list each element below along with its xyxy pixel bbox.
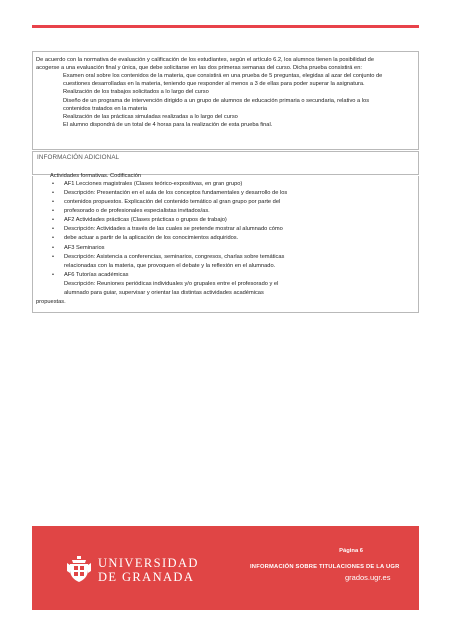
bullet: • [52,199,54,205]
af2-title: AF2 Actividades prácticas (Clases prácticas o grupos de trabajo) [64,217,227,223]
af3-desc-2: relacionadas con la materia, que provoquen el debate y la reflexión en el alumnado. [64,263,276,269]
af2-desc-1: Descripción: Actividades a través de las cuales se pretende mostrar al alumnado cómo [64,226,283,232]
top-rule [32,25,419,28]
af6-desc-2: alumnado para guiar, supervisar y orientar las distintas actividades académicas [64,290,264,296]
eval-line-9: El alumno dispondrá de un total de 4 horas para la realización de esta prueba final. [63,122,273,128]
eval-line-7: contenidos tratados en la materia [63,106,148,112]
university-name-line2: DE GRANADA [98,570,195,584]
bullet: • [52,208,54,214]
page-number: Página 6 [339,548,363,554]
university-crest-icon [66,555,92,583]
af1-title: AF1 Lecciones magistrales (Clases teórico-expositivas, en gran grupo) [64,181,243,187]
info-title: INFORMACIÓN SOBRE TITULACIONES DE LA UGR [250,564,400,570]
bullet: • [52,245,54,251]
eval-line-2: acogerse a una evaluación final y única, que debe solicitarse en las dos primeras semanas del curso. Dicha prueba consistirá en: [36,65,362,71]
af1-desc-3: profesorado o de profesionales especialistas invitados/as. [64,208,210,214]
af6-title: AF6 Tutorías académicas [64,272,129,278]
bullet: • [52,254,54,260]
footer-banner [32,526,419,610]
additional-info-heading: INFORMACIÓN ADICIONAL [37,154,120,161]
bullet: • [52,181,54,187]
af3-title: AF3 Seminarios [64,245,105,251]
eval-line-1: De acuerdo con la normativa de evaluación y calificación de los estudiantes, según el artículo 6.2, los alumnos tienen la posibilidad de [36,57,374,63]
af3-desc-1: Descripción: Asistencia a conferencias, seminarios, congresos, charlas sobre temáticas [64,254,285,260]
eval-line-4: cuestiones desarrolladas en la materia, teniendo que responder al menos a 3 de ellas para poder superar la asignatura. [63,81,365,87]
af1-desc-2: contenidos propuestos. Explicación del contenido temático al gran grupo por parte del [64,199,281,205]
af6-desc-3: propuestas. [36,299,66,305]
af6-desc-1: Descripción: Reuniones periódicas individuales y/o grupales entre el profesorado y el [64,281,279,287]
af1-desc-1: Descripción: Presentación en el aula de los conceptos fundamentales y desarrollo de los [64,190,288,196]
site-link[interactable]: grados.ugr.es [345,573,391,582]
bullet: • [52,226,54,232]
eval-line-5: Realización de los trabajos solicitados a lo largo del curso [63,89,209,95]
bullet: • [52,190,54,196]
af2-desc-2: debe actuar a partir de la aplicación de los conocimientos adquiridos. [64,235,239,241]
university-name-line1: UNIVERSIDAD [98,556,199,570]
eval-line-6: Diseño de un programa de intervención dirigido a un grupo de alumnos de educación primaria o secundaria, relativo a los [63,98,370,104]
bullet: • [52,217,54,223]
bullet: • [52,272,54,278]
eval-line-3: Examen oral sobre los contenidos de la materia, que consistirá en una prueba de 5 preguntas, elegidas al azar del conjunto de [63,73,383,79]
activities-title: Actividades formativas. Codificación [50,173,142,179]
eval-line-8: Realización de las prácticas simuladas realizadas a lo largo del curso [63,114,238,120]
bullet: • [52,235,54,241]
